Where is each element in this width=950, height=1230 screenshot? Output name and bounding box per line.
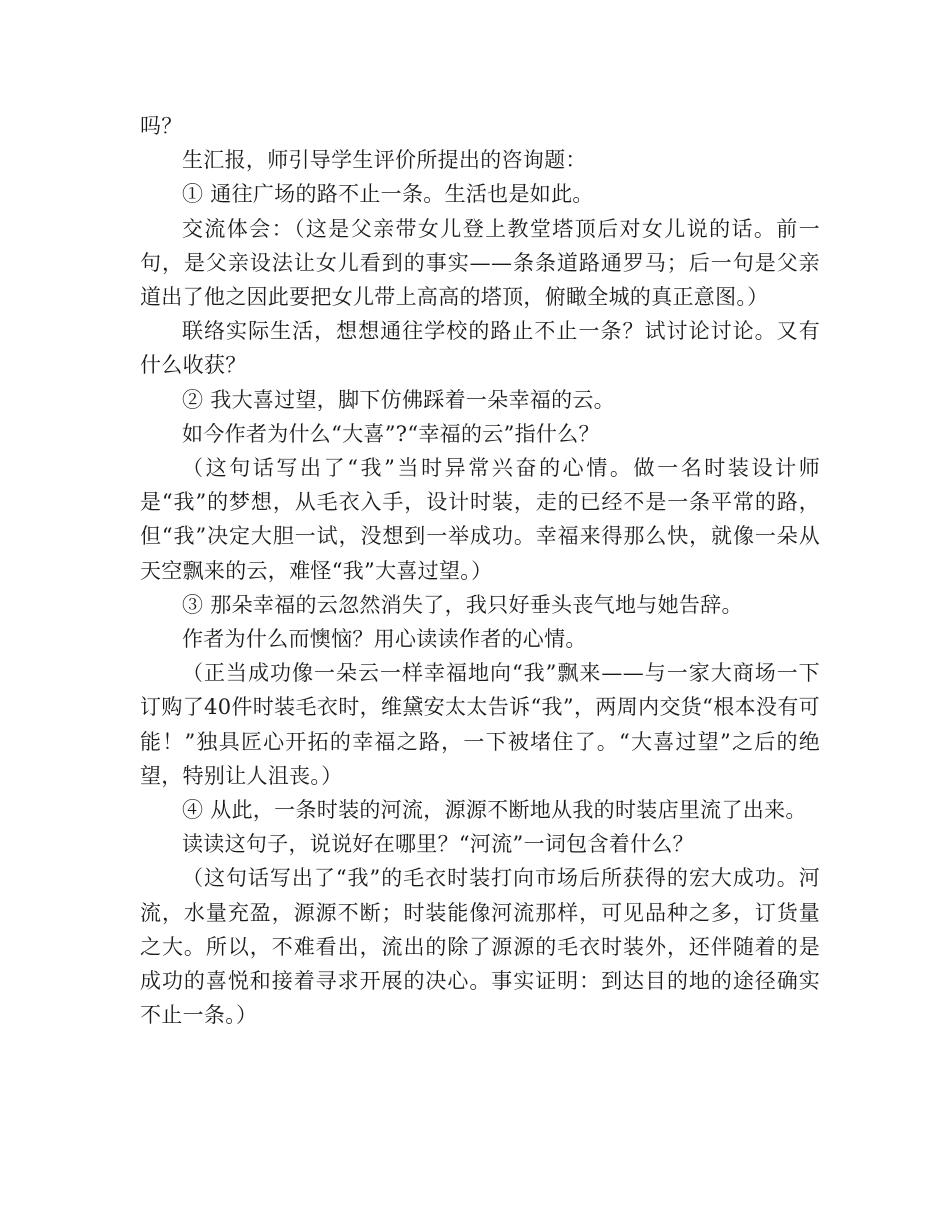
paragraph-answer-4: （这句话写出了“我”的毛衣时装打向市场后所获得的宏大成功。河流，水量充盈，源源不断；时装能像河流那样，可见品种之多，订货量之大。所以，不难看出，流出的除了源源的毛衣时装外，还伴随着的是成功的喜悦和接着寻求开展的决心。事实证明：到达目的地的途径确实不止一条。） (140, 866, 820, 1028)
paragraph-report: 生汇报，师引导学生评价所提出的咨询题： (182, 148, 587, 173)
paragraph-discussion-1: 交流体会：（这是父亲带女儿登上教堂塔顶后对女儿说的话。前一句，是父亲设法让女儿看到的事实——条条道路通罗马；后一句是父亲道出了他之因此要把女儿带上高高的塔顶，俯瞰全城的真正意图。） (140, 216, 820, 310)
paragraph-point-3: ③ 那朵幸福的云忽然消失了，我只好垂头丧气地与她告辞。 (182, 592, 743, 617)
paragraph-question-4: 读读这句子，说说好在哪里？“河流”一词包含着什么？ (182, 832, 694, 857)
paragraph-answer-3: （正当成功像一朵云一样幸福地向“我”飘来——与一家大商场一下订购了40件时装毛衣时，维黛安太太告诉“我”，两周内交货“根本没有可能！”独具匠心开拓的幸福之路，一下被堵住了。“大喜过望”之后的绝望，特别让人沮丧。） (140, 661, 820, 788)
paragraph-point-4: ④ 从此，一条时装的河流，源源不断地从我的时装店里流了出来。 (182, 798, 807, 823)
paragraph-continuation: 吗？ (140, 114, 183, 138)
paragraph-point-2: ② 我大喜过望，脚下仿佛踩着一朵幸福的云。 (182, 387, 615, 412)
paragraph-real-life: 联络实际生活，想想通往学校的路止不止一条？试讨论讨论。又有什么收获？ (140, 319, 820, 378)
paragraph-question-2: 如今作者为什么“大喜”?“幸福的云”指什么？ (182, 421, 600, 446)
paragraph-point-1: ① 通往广场的路不止一条。生活也是如此。 (182, 182, 594, 207)
document-body (140, 109, 820, 1032)
paragraph-question-3: 作者为什么而懊恼？用心读读作者的心情。 (182, 627, 587, 652)
paragraph-answer-2: （这句话写出了“我”当时异常兴奋的心情。做一名时装设计师是“我”的梦想，从毛衣入手，设计时装，走的已经不是一条平常的路，但“我”决定大胆一试，没想到一举成功。幸福来得那么快，就像一朵从天空飘来的云，难怪“我”大喜过望。） (140, 456, 820, 583)
